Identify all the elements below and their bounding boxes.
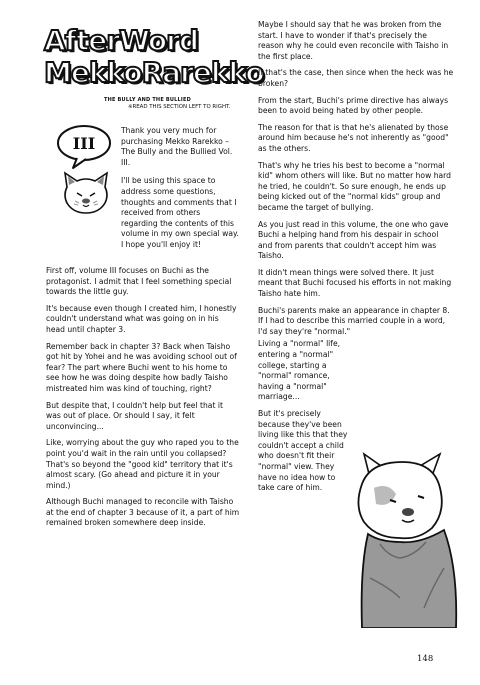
logo-line-1: AfterWord <box>44 24 199 57</box>
paragraph: As you just read in this volume, the one who gave Buchi a helping hand from his despair in school and from parents that couldn't accept him was Taisho. <box>258 219 449 261</box>
page-number: 148 <box>417 654 434 664</box>
intro-purpose: I'll be using this space to address some questions, thoughts and comments that I received from others regarding the contents of this volume in my own special way. I hope you'll enjoy it! <box>121 176 239 249</box>
paragraph: Although Buchi managed to reconcile with Taisho at the end of chapter 3 because of it, a part of him remained broken somewhere deep inside. <box>46 497 240 528</box>
logo-line-2: MekkoRarekko <box>44 56 264 89</box>
paragraph: If that's the case, then since when the heck was he broken? <box>258 68 454 88</box>
paragraph: It's because even though I created him, I honestly couldn't understand what was going on in his head until chapter 3. <box>46 303 237 334</box>
intro-thanks: Thank you very much for purchasing Mekko Rarekko – The Bully and the Bullied Vol. III. <box>121 126 233 167</box>
speech-bubble-icon <box>53 122 117 170</box>
paragraph: The reason for that is that he's alienated by those around him because he's not inherently as "good" as the others. <box>258 122 449 153</box>
paragraph: It didn't mean things were solved there. It just meant that Buchi focused his efforts in not making Taisho hate him. <box>258 267 452 299</box>
paragraph: Like, worrying about the guy who raped you to the point you'd wait in the rain until you collapsed? That's so beyond the "good kid" territory that it's almost scary. (Go ahead and picture it in your mind.) <box>46 438 239 490</box>
paragraph: But despite that, I couldn't help but feel that it was out of place. Or should I say, it felt unconvincing... <box>46 400 223 431</box>
bubble-label: III <box>72 134 96 153</box>
paragraph: Maybe I should say that he was broken from the start. I have to wonder if that's precisely the reason why he could even reconcile with Taisho in the first place. <box>258 20 449 61</box>
paragraph: But it's precisely because they've been living like this that they couldn't accept a child who doesn't fit their "normal" view. They have no idea how to take care of him. <box>258 409 348 493</box>
paragraph: That's why he tries his best to become a "normal kid" whom others will like. But no matter how hard he tried, he couldn't. So sure enough, he ends up being kicked out of the "normal kids" group and became the target of bullying. <box>258 160 451 212</box>
right-column <box>258 20 454 500</box>
subtitle: THE BULLY AND THE BULLIED <box>104 97 191 103</box>
paragraph: Buchi's parents make an appearance in chapter 8. If I had to describe this married couple in a word, I'd say they're "normal." <box>258 305 450 336</box>
intro-text <box>121 126 239 259</box>
character-face-icon <box>61 171 111 215</box>
left-column <box>46 266 240 535</box>
character-illustration <box>340 448 460 628</box>
paragraph: From the start, Buchi's prime directive has always been to avoid being hated by other people. <box>258 95 449 116</box>
read-direction-note: ※READ THIS SECTION LEFT TO RIGHT. <box>128 104 231 110</box>
paragraph: Remember back in chapter 3? Back when Taisho got hit by Yohei and he was avoiding school out of fear? The part where Buchi went to his home to see how he was doing despite how badly Taisho mistreated him was kind of touching, right? <box>46 341 237 393</box>
paragraph: Living a "normal" life, entering a "normal" college, starting a "normal" romance, having a "normal" marriage... <box>258 339 341 402</box>
paragraph: First off, volume III focuses on Buchi as the protagonist. I admit that I feel something special towards the little guy. <box>46 266 232 297</box>
